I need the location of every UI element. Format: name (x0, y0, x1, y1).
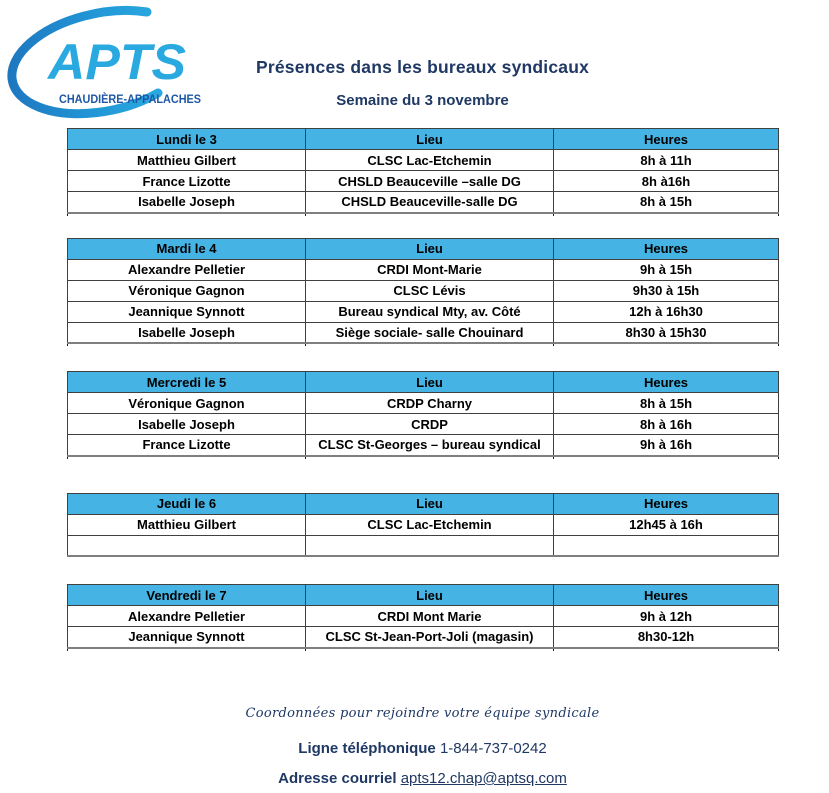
schedule-table-lundi (67, 128, 779, 216)
person-cell: France Lizotte (68, 435, 306, 456)
page-subtitle: Semaine du 3 novembre (336, 92, 509, 109)
person-cell: Isabelle Joseph (68, 322, 306, 343)
person-cell: France Lizotte (68, 171, 306, 192)
table-row (68, 259, 779, 280)
heures-cell: 8h à 15h (554, 393, 779, 414)
heures-header: Heures (554, 129, 779, 150)
table-header-row (68, 493, 779, 514)
lieu-cell: CLSC Lac-Etchemin (306, 150, 554, 171)
lieu-cell: Bureau syndical Mty, av. Côté (306, 301, 554, 322)
table-row (68, 514, 779, 535)
lieu-cell: CLSC St-Georges – bureau syndical (306, 435, 554, 456)
lieu-cell: CRDP (306, 414, 554, 435)
table-row-empty (68, 535, 779, 556)
heures-cell: 8h à 16h (554, 414, 779, 435)
table-row (68, 627, 779, 648)
heures-cell: 9h à 15h (554, 259, 779, 280)
lieu-cell: CHSLD Beauceville –salle DG (306, 171, 554, 192)
lieu-cell: CRDI Mont-Marie (306, 259, 554, 280)
heures-cell: 8h30-12h (554, 627, 779, 648)
person-cell: Véronique Gagnon (68, 393, 306, 414)
phone-number: 1-844-737-0242 (439, 740, 547, 757)
heures-cell: 9h à 12h (554, 606, 779, 627)
heures-cell: 8h à 11h (554, 150, 779, 171)
lieu-header: Lieu (306, 238, 554, 259)
person-cell: Isabelle Joseph (68, 192, 306, 213)
heures-header: Heures (554, 372, 779, 393)
heures-header: Heures (554, 493, 779, 514)
table-row (68, 606, 779, 627)
table-row (68, 301, 779, 322)
table-stub-row (68, 648, 779, 651)
heures-cell: 12h à 16h30 (554, 301, 779, 322)
email-label: Adresse courriel (278, 770, 397, 787)
logo-acronym: APTS (45, 34, 186, 90)
table-row (68, 393, 779, 414)
table-row (68, 150, 779, 171)
person-cell: Alexandre Pelletier (68, 259, 306, 280)
heures-cell: 9h30 à 15h (554, 280, 779, 301)
email-link[interactable]: apts12.chap@aptsq.com (400, 770, 567, 787)
person-cell: Jeannique Synnott (68, 301, 306, 322)
lieu-cell: CRDP Charny (306, 393, 554, 414)
person-cell: Jeannique Synnott (68, 627, 306, 648)
day-header: Vendredi le 7 (68, 585, 306, 606)
person-cell: Alexandre Pelletier (68, 606, 306, 627)
table-row (68, 280, 779, 301)
logo-region: CHAUDIÈRE-APPALACHES (59, 92, 211, 106)
schedule-tables (67, 128, 778, 651)
phone-row (67, 740, 778, 757)
person-cell (68, 535, 306, 556)
header (67, 57, 778, 109)
heures-cell: 8h à 15h (554, 192, 779, 213)
day-header: Mardi le 4 (68, 238, 306, 259)
heures-header: Heures (554, 585, 779, 606)
lieu-header: Lieu (306, 129, 554, 150)
lieu-header: Lieu (306, 493, 554, 514)
day-header: Jeudi le 6 (68, 493, 306, 514)
heures-cell: 8h30 à 15h30 (554, 322, 779, 343)
lieu-header: Lieu (306, 585, 554, 606)
lieu-cell: Siège sociale- salle Chouinard (306, 322, 554, 343)
table-header-row (68, 372, 779, 393)
table-row (68, 192, 779, 213)
footer-tagline: Coordonnées pour rejoindre votre équipe syndicale (245, 706, 600, 721)
heures-cell: 8h à16h (554, 171, 779, 192)
schedule-table-mercredi (67, 371, 779, 459)
schedule-table-mardi (67, 238, 779, 347)
person-cell: Matthieu Gilbert (68, 150, 306, 171)
day-header: Lundi le 3 (68, 129, 306, 150)
lieu-cell: CLSC St-Jean-Port-Joli (magasin) (306, 627, 554, 648)
table-row (68, 171, 779, 192)
schedule-table-jeudi (67, 493, 779, 558)
table-row (68, 322, 779, 343)
phone-label: Ligne téléphonique (298, 740, 436, 757)
page-title: Présences dans les bureaux syndicaux (255, 57, 590, 77)
table-header-row (68, 129, 779, 150)
table-stub-row (68, 213, 779, 216)
email-row (67, 770, 778, 787)
lieu-header: Lieu (306, 372, 554, 393)
person-cell: Matthieu Gilbert (68, 514, 306, 535)
person-cell: Isabelle Joseph (68, 414, 306, 435)
heures-header: Heures (554, 238, 779, 259)
table-stub-row (68, 456, 779, 459)
lieu-cell: CRDI Mont Marie (306, 606, 554, 627)
lieu-cell: CLSC Lévis (306, 280, 554, 301)
day-header: Mercredi le 5 (68, 372, 306, 393)
heures-cell (554, 535, 779, 556)
heures-cell: 9h à 16h (554, 435, 779, 456)
person-cell: Véronique Gagnon (68, 280, 306, 301)
table-stub-row (68, 343, 779, 346)
table-row (68, 414, 779, 435)
table-row (68, 435, 779, 456)
schedule-table-vendredi (67, 584, 779, 651)
lieu-cell: CHSLD Beauceville-salle DG (306, 192, 554, 213)
lieu-cell (306, 535, 554, 556)
lieu-cell: CLSC Lac-Etchemin (306, 514, 554, 535)
table-header-row (68, 585, 779, 606)
heures-cell: 12h45 à 16h (554, 514, 779, 535)
table-header-row (68, 238, 779, 259)
